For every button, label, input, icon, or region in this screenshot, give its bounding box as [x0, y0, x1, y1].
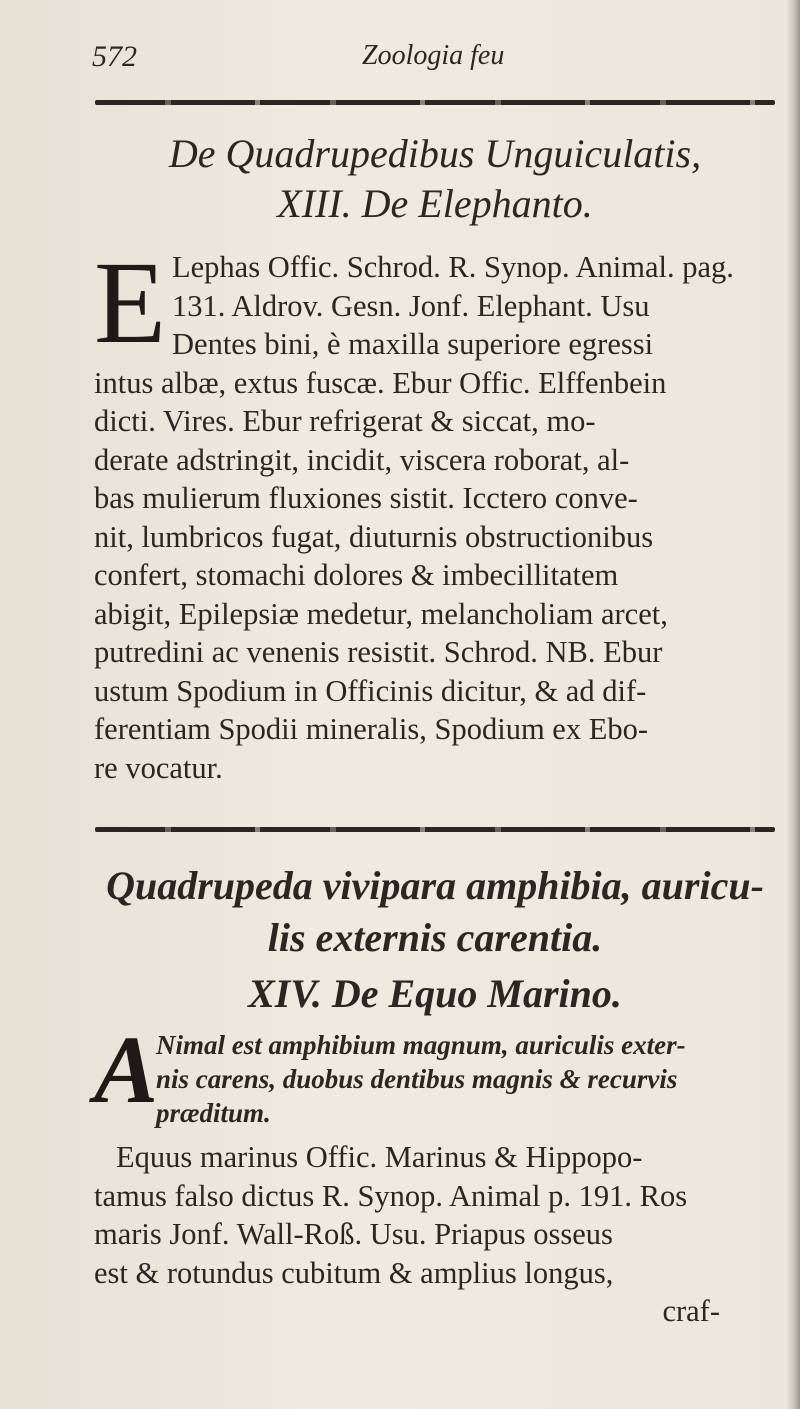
text-line: 131. Aldrov. Gesn. Jonf. Elephant. Usu — [172, 288, 650, 323]
text-line: bas mulierum fluxiones sistit. Icctero conve- — [94, 481, 638, 515]
text-line: nit, lumbricos fugat, diuturnis obstructionibus — [94, 519, 654, 554]
paragraph-equus-marinus — [94, 1138, 780, 1331]
paragraph-elephant — [94, 248, 780, 787]
chapter-heading: XIII. De Elephanto. — [277, 181, 593, 226]
ornamental-rule-middle — [95, 827, 775, 832]
text-line: præditum. — [156, 1098, 271, 1128]
text-line: intus albæ, extus fuscæ. Ebur Offic. Elffenbein — [94, 365, 667, 400]
section-title-continued: lis externis carentia. — [267, 915, 603, 960]
ornamental-rule-top — [95, 100, 775, 105]
text-line: Nimal est amphibium magnum, auriculis exter- — [156, 1030, 686, 1060]
section-title: De Quadrupedibus Unguiculatis, — [168, 131, 702, 176]
text-line: Dentes bini, è maxilla superiore egressi — [172, 327, 654, 361]
text-line: est & rotundus cubitum & amplius longus, — [94, 1255, 614, 1290]
paragraph-description — [94, 1028, 780, 1130]
text-line: ferentiam Spodii mineralis, Spodium ex Ebo- — [94, 712, 648, 746]
text-line: maris Jonf. Wall-Roß. Usu. Priapus osseus — [94, 1217, 613, 1251]
text-line: abigit, Epilepsiæ medetur, melancholiam arcet, — [94, 596, 668, 631]
catchword: craf- — [662, 1294, 720, 1328]
text-line: dicti. Vires. Ebur refrigerat & siccat, mo- — [94, 404, 596, 438]
running-head: Zoologia feu — [362, 40, 505, 71]
drop-cap: A — [94, 1016, 159, 1123]
text-line: re vocatur. — [94, 750, 223, 785]
drop-cap: E — [94, 237, 167, 368]
chapter-heading: XIV. De Equo Marino. — [248, 971, 622, 1016]
text-line: nis carens, duobus dentibus magnis & recurvis — [156, 1064, 678, 1094]
text-line: derate adstringit, incidit, viscera roborat, al- — [94, 442, 630, 477]
text-line: ustum Spodium in Officinis dicitur, & ad dif- — [94, 673, 647, 708]
page-number: 572 — [92, 40, 137, 73]
text-line: tamus falso dictus R. Synop. Animal p. 191. Ros — [94, 1178, 688, 1213]
text-line: Lephas Offic. Schrod. R. Synop. Animal. pag. — [172, 250, 734, 284]
section-title: Quadrupeda vivipara amphibia, auricu- — [106, 863, 764, 908]
text-line: confert, stomachi dolores & imbecillitatem — [94, 558, 619, 592]
text-line: Equus marinus Offic. Marinus & Hippopo- — [116, 1140, 643, 1174]
page-header — [92, 40, 712, 80]
page-edge-shadow — [786, 0, 800, 1409]
text-line: putredini ac venenis resistit. Schrod. NB. Ebur — [94, 635, 663, 669]
